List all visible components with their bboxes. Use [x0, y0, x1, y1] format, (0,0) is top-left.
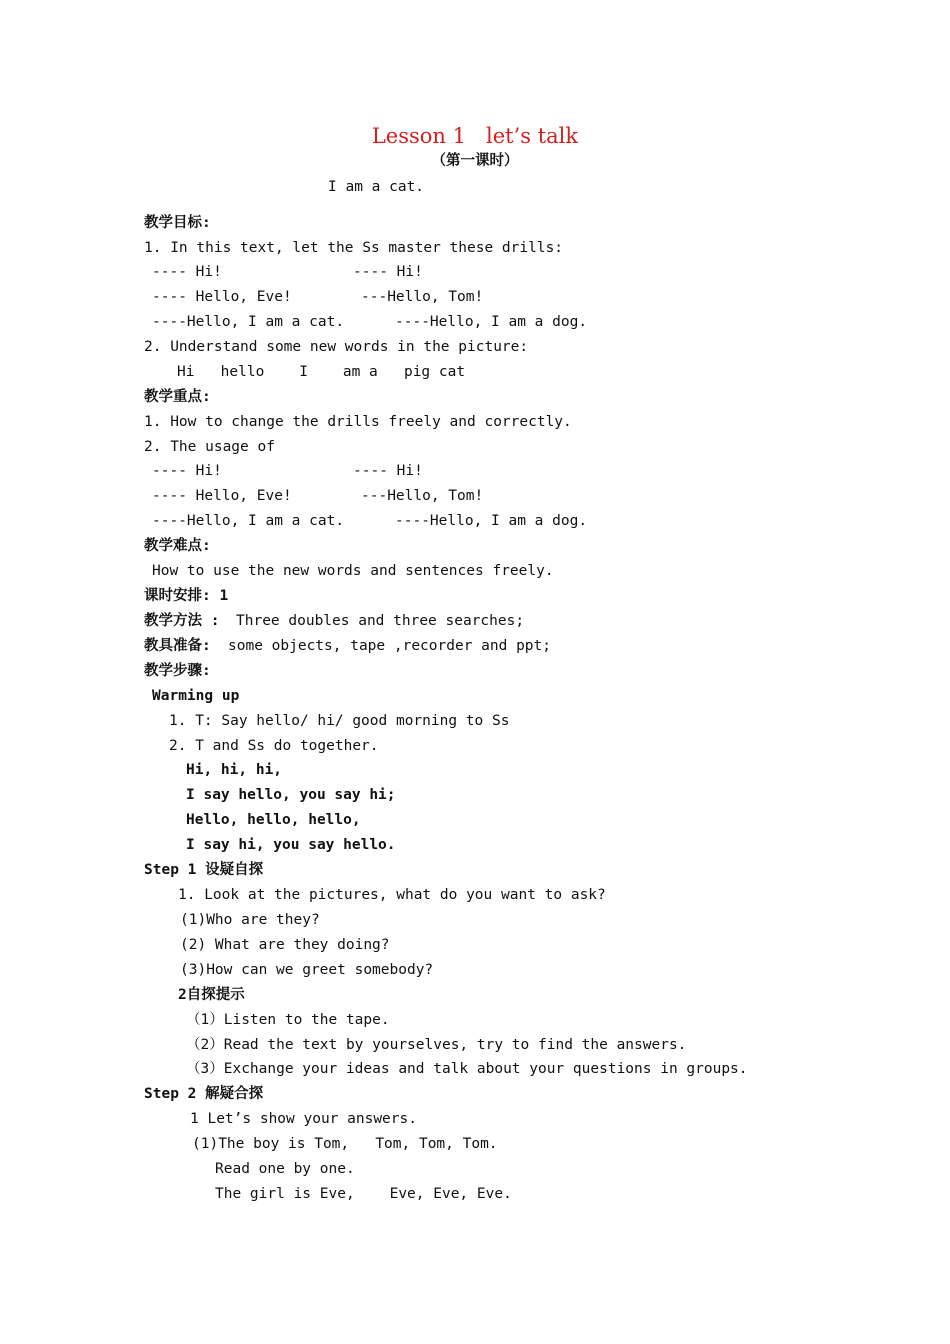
chant-line: Hi, hi, hi,	[186, 762, 283, 778]
chant-line: I say hi, you say hello.	[186, 837, 396, 853]
warming-up-step-1: 1. T: Say hello/ hi/ good morning to Ss	[169, 713, 510, 729]
lesson-topic: I am a cat.	[328, 179, 425, 195]
drill-line: ---- Hello, Eve!	[152, 488, 292, 504]
answer-line: (1)The boy is Tom, Tom, Tom, Tom.	[192, 1136, 498, 1152]
section-heading-key-points: 教学重点:	[144, 389, 211, 405]
hint-line: （2）Read the text by yourselves, try to find the answers.	[186, 1037, 687, 1053]
difficulty-text: How to use the new words and sentences freely.	[152, 563, 554, 579]
objective-1: 1. In this text, let the Ss master these drills:	[144, 240, 564, 256]
lesson-title: Lesson 1 let’s talk	[371, 124, 579, 148]
key-point-2: 2. The usage of	[144, 439, 275, 455]
drill-line: ----Hello, I am a cat.	[152, 314, 345, 330]
question-line: (3)How can we greet somebody?	[180, 962, 434, 978]
step-1-item-2: 2自探提示	[178, 987, 245, 1003]
question-line: (1)Who are they?	[180, 912, 320, 928]
drill-line: ----Hello, I am a dog.	[395, 513, 588, 529]
question-line: (2) What are they doing?	[180, 937, 390, 953]
objective-2: 2. Understand some new words in the picture:	[144, 339, 529, 355]
drill-line: ---- Hello, Eve!	[152, 289, 292, 305]
step-1-heading: Step 1 设疑自探	[144, 862, 264, 878]
key-point-1: 1. How to change the drills freely and correctly.	[144, 414, 572, 430]
warming-up-heading: Warming up	[152, 688, 240, 704]
drill-line: ---- Hi!	[152, 264, 222, 280]
drill-line: ---- Hi!	[353, 463, 423, 479]
step-1-item-1: 1. Look at the pictures, what do you want to ask?	[178, 887, 606, 903]
drill-line: ---- Hi!	[353, 264, 423, 280]
answer-line: Read one by one.	[215, 1161, 355, 1177]
section-heading-steps: 教学步骤:	[144, 663, 211, 679]
new-words: Hi hello I am a pig cat	[177, 364, 466, 380]
answer-line: The girl is Eve, Eve, Eve, Eve.	[215, 1186, 512, 1202]
drill-line: ----Hello, I am a cat.	[152, 513, 345, 529]
warming-up-step-2: 2. T and Ss do together.	[169, 738, 379, 754]
chant-line: I say hello, you say hi;	[186, 787, 396, 803]
drill-line: ---Hello, Tom!	[361, 289, 484, 305]
step-2-item-1: 1 Let’s show your answers.	[190, 1111, 417, 1127]
section-heading-methods: 教学方法 :	[144, 613, 220, 629]
lesson-subtitle: （第一课时）	[431, 153, 519, 169]
chant-line: Hello, hello, hello,	[186, 812, 361, 828]
section-heading-materials: 教具准备:	[144, 638, 211, 654]
drill-line: ---Hello, Tom!	[361, 488, 484, 504]
step-2-heading: Step 2 解疑合探	[144, 1086, 264, 1102]
section-heading-schedule: 课时安排: 1	[144, 588, 229, 604]
section-heading-difficulties: 教学难点:	[144, 538, 211, 554]
hint-line: （1）Listen to the tape.	[186, 1012, 390, 1028]
drill-line: ---- Hi!	[152, 463, 222, 479]
drill-line: ----Hello, I am a dog.	[395, 314, 588, 330]
methods-text: Three doubles and three searches;	[236, 613, 525, 629]
hint-line: （3）Exchange your ideas and talk about your questions in groups.	[186, 1061, 748, 1077]
section-heading-objectives: 教学目标:	[144, 215, 211, 231]
materials-text: some objects, tape ,recorder and ppt;	[228, 638, 552, 654]
